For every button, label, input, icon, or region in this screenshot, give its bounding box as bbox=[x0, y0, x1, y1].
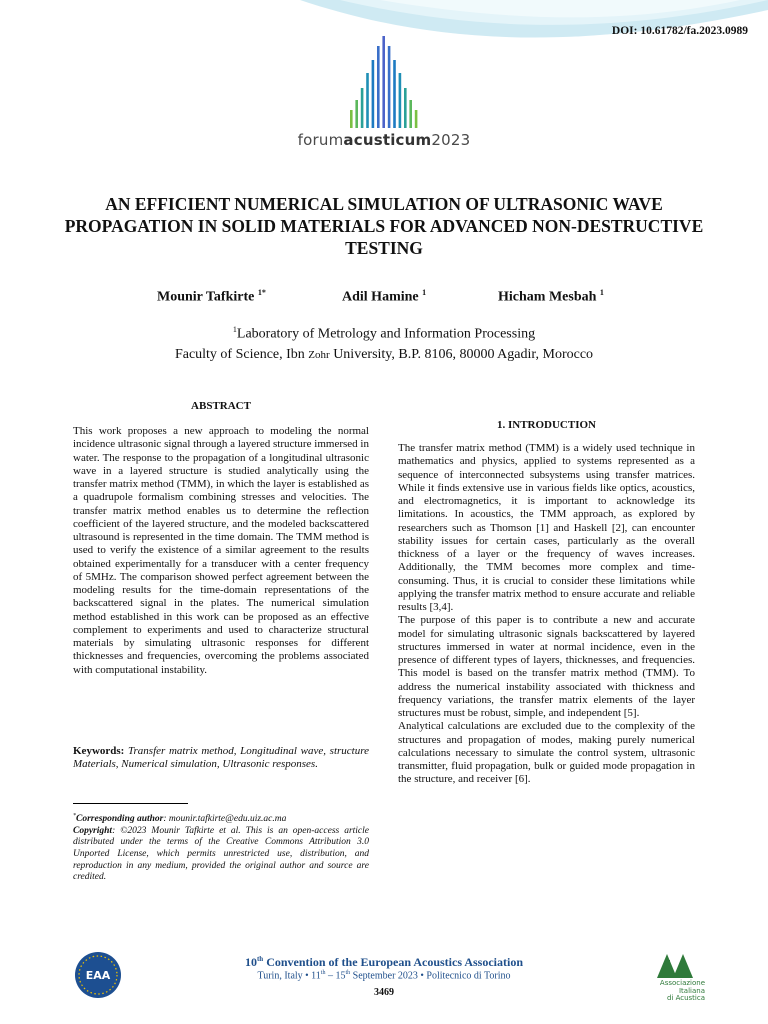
footnote: *Corresponding author: mounir.tafkirte@edu.uiz.ac.ma Copyright: ©2023 Mounir Tafkirte et al. This is an open-access article distributed under the terms of the Creative Commons Attribution 3.0 Unported License, which permits unrestricted use, distribution, and reproduction in any medium, provided the original author and source are credited. bbox=[73, 813, 369, 883]
logo-bar bbox=[361, 88, 364, 128]
logo-bar bbox=[409, 100, 412, 128]
paper-title: AN EFFICIENT NUMERICAL SIMULATION OF ULTRASONIC WAVE PROPAGATION IN SOLID MATERIALS FOR ADVANCED NON-DESTRUCTIVE TESTING bbox=[64, 194, 704, 258]
introduction-text bbox=[398, 442, 695, 787]
logo-bar bbox=[350, 110, 353, 128]
author-2: Adil Hamine $^1$ bbox=[342, 288, 427, 305]
logo-bar bbox=[372, 60, 375, 128]
intro-paragraph-1: The transfer matrix method (TMM) is a widely used technique in mathematics and physics, applied to systems represented as a sequence of interconnected subsystems using transfer matrices. While it finds extensive use in various fields like optics, acoustics, and electromagnetics, it is important to acknowledge its limitations. In acoustics, the TMM approach, as explored by researchers such as Thomson [1] and Haskell [2], can encounter stability issues for certain cases, particularly as the overall thickness of a layer or the frequency of waves increases. Additionally, the TMM becomes more complex and time-consuming. Thus, it is crucial to consider these limitations while applying the transfer matrix method to ensure accurate and reliable results [3,4]. bbox=[398, 442, 695, 613]
doi: DOI: 10.61782/fa.2023.0989 bbox=[611, 25, 748, 37]
eaa-label: EAA bbox=[85, 969, 111, 982]
intro-paragraph-3: Analytical calculations are excluded due to the complexity of the structures and propagation of modes, making purely numerical calculations necessary to simulate the control system, ultrasonic transmitter, fluid propagation, bulk or guided mode propagation in the structure, and receiver [6]. bbox=[398, 720, 695, 786]
introduction-heading: 1. INTRODUCTION bbox=[496, 419, 596, 431]
convention-details: Turin, Italy • 11th – 15th September 2023 • Politecnico di Torino bbox=[257, 970, 511, 982]
footnote-rule bbox=[73, 803, 188, 804]
keywords: Keywords: Transfer matrix method, Longitudinal wave, structure Materials, Numerical simulation, Ultrasonic responses. bbox=[73, 745, 369, 771]
logo-bar bbox=[382, 36, 385, 128]
convention-title: 10th Convention of the European Acoustics Association bbox=[244, 955, 524, 969]
logo-bar bbox=[388, 46, 391, 128]
logo-bar bbox=[377, 46, 380, 128]
logo-bar bbox=[404, 88, 407, 128]
aia-name: Associazione Italiana di Acustica bbox=[659, 979, 705, 1002]
logo-bar bbox=[393, 60, 396, 128]
logo-bar bbox=[366, 73, 369, 128]
logo-bar bbox=[355, 100, 358, 128]
abstract-text: This work proposes a new approach to modeling the normal incidence ultrasonic signal through a layered structure immersed in water. The response to the propagation of a longitudinal ultrasonic wave in a layered structure is studied analytically using the transfer matrix method (TMM), in which the layer is established as a quadrupole formalism combining stresses and velocities. The transfer matrix method enables us to determine the reflection coefficient of the layered structure, and the modeled backscattered ultrasound is represented in the time domain. The TMM method is used to verify the existence of a similar agreement to the results obtained experimentally for a transducer with a center frequency of 5MHz. The comparison showed perfect agreement between the modeling results for the time-domain representations of the backscattered signal in the plates. The numerical simulation method established in this work can be proposed as an effective complement to experiments and used to characterize structural materials by simulating ultrasonic responses for different thicknesses and frequencies, overcoming the problems associated with computational instability. bbox=[73, 425, 369, 676]
forum-acusticum-logo bbox=[340, 28, 430, 148]
page-number: 3469 bbox=[374, 987, 394, 998]
affiliation: $^1$Laboratory of Metrology and Information Processing Faculty of Science, Ibn Zohr University, B.P. 8106, 80000 Agadir, Morocco bbox=[174, 325, 594, 362]
logo-bar bbox=[415, 110, 418, 128]
intro-paragraph-2: The purpose of this paper is to contribute a new and accurate model for simulating ultrasonic signals backscattered by layered structures immersed in water at normal incidence, even in the presence of different types of layers, thicknesses, and frequencies. This model is based on the transfer matrix method (TMM). To address the numerical instability associated with thickness and frequency variations, the transfer matrix elements of the layer structures must be robust, simple, and independent [5]. bbox=[398, 614, 695, 719]
logo-wordmark: forumacusticum2023 bbox=[297, 131, 471, 149]
abstract-heading: ABSTRACT bbox=[191, 400, 251, 412]
author-3: Hicham Mesbah $^1$ bbox=[498, 288, 604, 305]
author-1: Mounir Tafkirte $^{1*}$ bbox=[157, 288, 266, 305]
logo-bar bbox=[399, 73, 402, 128]
